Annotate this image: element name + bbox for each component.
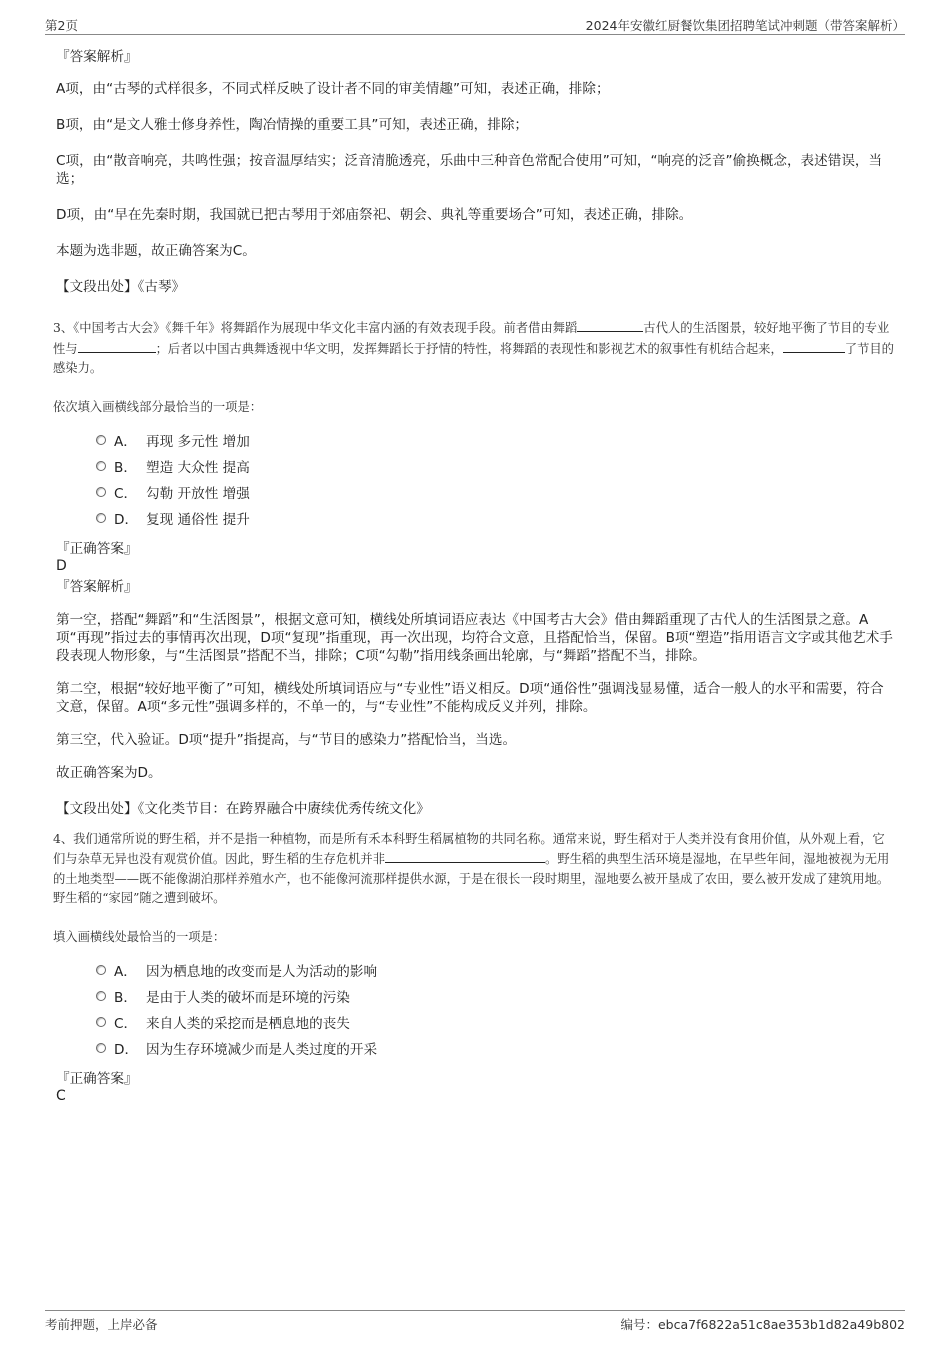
q3-analysis-2: 第二空，根据“较好地平衡了”可知，横线处所填词语应与“专业性”语义相反。D项“通俗性”强调浅显易懂，适合一般人的水平和需要，符合文意，保留。A项“多元性”强调多样的，不单一的，与“专业性”不能构成反义并列，排除。 — [56, 680, 884, 715]
analysis-line-c: C项，由“散音响亮，共鸣性强；按音温厚结实；泛音清脆透亮，乐曲中三种音色常配合使用”可知，“响亮的泛音”偷换概念，表述错误，当选； — [56, 153, 883, 187]
q3-blank-2 — [78, 339, 156, 353]
radio-button[interactable] — [96, 991, 106, 1001]
q3-option-a[interactable] — [96, 430, 896, 456]
q3-blank-1 — [577, 318, 643, 332]
option-letter: C． — [114, 485, 138, 502]
correct-answer-label: 『正确答案』 — [56, 1070, 138, 1087]
analysis-conclusion: 本题为选非题，故正确答案为C。 — [56, 243, 256, 259]
document-id: 编号：ebca7f6822a51c8ae353b1d82a49b802 — [620, 1317, 905, 1332]
footer-slogan: 考前押题，上岸必备 — [45, 1317, 158, 1332]
q3-text-4: 了节目的感染力。 — [53, 341, 894, 375]
option-letter: D． — [114, 511, 139, 528]
option-text: 复现 通俗性 提升 — [146, 511, 250, 528]
option-letter: B． — [114, 989, 137, 1006]
correct-answer-value: C — [56, 1087, 66, 1104]
correct-answer-value: D — [56, 557, 67, 574]
option-text: 来自人类的采挖而是栖息地的丧失 — [146, 1015, 350, 1032]
option-letter: D． — [114, 1041, 139, 1058]
option-text: 因为生存环境减少而是人类过度的开采 — [146, 1041, 378, 1058]
question-4-stem — [53, 830, 896, 909]
option-text: 塑造 大众性 提高 — [146, 459, 250, 476]
correct-answer-label: 『正确答案』 — [56, 540, 138, 557]
q4-option-d[interactable] — [96, 1038, 896, 1064]
option-letter: C． — [114, 1015, 138, 1032]
page-number: 第2页 — [45, 18, 78, 33]
analysis-line-a: A项，由“古琴的式样很多，不同式样反映了设计者不同的审美情趣”可知，表述正确，排除； — [56, 81, 610, 97]
q4-text-2: 。野生稻的典型生活环境是湿地，在早些年间，湿地被视为无用的土地类型——既不能像湖泊那样养殖水产，也不能像河流那样提供水源，于是在很长一段时期里，湿地要么被开垦成了农田，要么被开发成了建筑用地。野生稻的“家园”随之遭到破坏。 — [53, 852, 890, 905]
option-text: 勾勒 开放性 增强 — [146, 485, 250, 502]
radio-button[interactable] — [96, 435, 106, 445]
radio-button[interactable] — [96, 965, 106, 975]
q4-option-a[interactable] — [96, 960, 896, 986]
q3-analysis-4: 故正确答案为D。 — [56, 764, 162, 781]
q3-blank-3 — [783, 339, 845, 353]
q4-text-1: 4、我们通常所说的野生稻，并不是指一种植物，而是所有禾本科野生稻属植物的共同名称。通常来说，野生稻对于人类并没有食用价值，从外观上看，它们与杂草无异也没有观赏价值。因此，野生稻的生存危机并非 — [53, 831, 885, 866]
analysis-line-b: B项，由“是文人雅士修身养性，陶冶情操的重要工具”可知，表述正确，排除； — [56, 117, 529, 133]
analysis-label: 『答案解析』 — [56, 49, 138, 65]
question-4-prompt: 填入画横线处最恰当的一项是： — [53, 929, 226, 944]
q3-option-d[interactable] — [96, 508, 896, 534]
q3-analysis-3: 第三空，代入验证。D项“提升”指提高，与“节目的感染力”搭配恰当，当选。 — [56, 731, 517, 748]
option-letter: A． — [114, 963, 137, 980]
q3-text-2: 古代人的生活图景，较好地平衡了节目的专业性与 — [53, 321, 890, 356]
q4-blank — [385, 849, 545, 863]
q4-option-c[interactable] — [96, 1012, 896, 1038]
option-letter: A． — [114, 433, 137, 450]
option-text: 再现 多元性 增加 — [146, 433, 250, 450]
question-4-options — [96, 960, 896, 1064]
question-3-options — [96, 430, 896, 534]
radio-button[interactable] — [96, 461, 106, 471]
question-3-stem — [53, 318, 896, 379]
q4-option-b[interactable] — [96, 986, 896, 1012]
option-letter: B． — [114, 459, 137, 476]
q3-option-b[interactable] — [96, 456, 896, 482]
q3-text-3: ；后者以中国古典舞透视中华文明，发挥舞蹈长于抒情的特性，将舞蹈的表现性和影视艺术的叙事性有机结合起来， — [155, 341, 783, 356]
question-3-prompt: 依次填入画横线部分最恰当的一项是： — [53, 399, 263, 414]
source-citation: 【文段出处】《文化类节目：在跨界融合中赓续优秀传统文化》 — [56, 800, 430, 817]
radio-button[interactable] — [96, 1043, 106, 1053]
analysis-label: 『答案解析』 — [56, 578, 138, 595]
analysis-line-d: D项，由“早在先秦时期，我国就已把古琴用于郊庙祭祀、朝会、典礼等重要场合”可知，表述正确，排除。 — [56, 207, 693, 223]
page-footer — [45, 1310, 905, 1331]
radio-button[interactable] — [96, 487, 106, 497]
q3-analysis-1: 第一空，搭配“舞蹈”和“生活图景”，根据文意可知，横线处所填词语应表达《中国考古大会》借由舞蹈重现了古代人的生活图景之意。A项“再现”指过去的事情再次出现，D项“复现”指重现，再一次出现，均符合文意，且搭配恰当，保留。B项“塑造”指用语言文字或其他艺术手段表现人物形象，与“生活图景”搭配不当，排除；C项“勾勒”指用线条画出轮廓，与“舞蹈”搭配不当，排除。 — [56, 611, 893, 664]
radio-button[interactable] — [96, 1017, 106, 1027]
page-header — [45, 14, 905, 35]
option-text: 是由于人类的破坏而是环境的污染 — [146, 989, 350, 1006]
main-content — [53, 46, 896, 1108]
radio-button[interactable] — [96, 513, 106, 523]
q3-text-1: 3、《中国考古大会》《舞千年》将舞蹈作为展现中华文化丰富内涵的有效表现手段。前者借由舞蹈 — [53, 321, 578, 335]
source-citation: 【文段出处】《古琴》 — [56, 279, 186, 295]
q3-option-c[interactable] — [96, 482, 896, 508]
document-title: 2024年安徽红厨餐饮集团招聘笔试冲刺题（带答案解析） — [585, 18, 905, 33]
option-text: 因为栖息地的改变而是人为活动的影响 — [146, 963, 378, 980]
